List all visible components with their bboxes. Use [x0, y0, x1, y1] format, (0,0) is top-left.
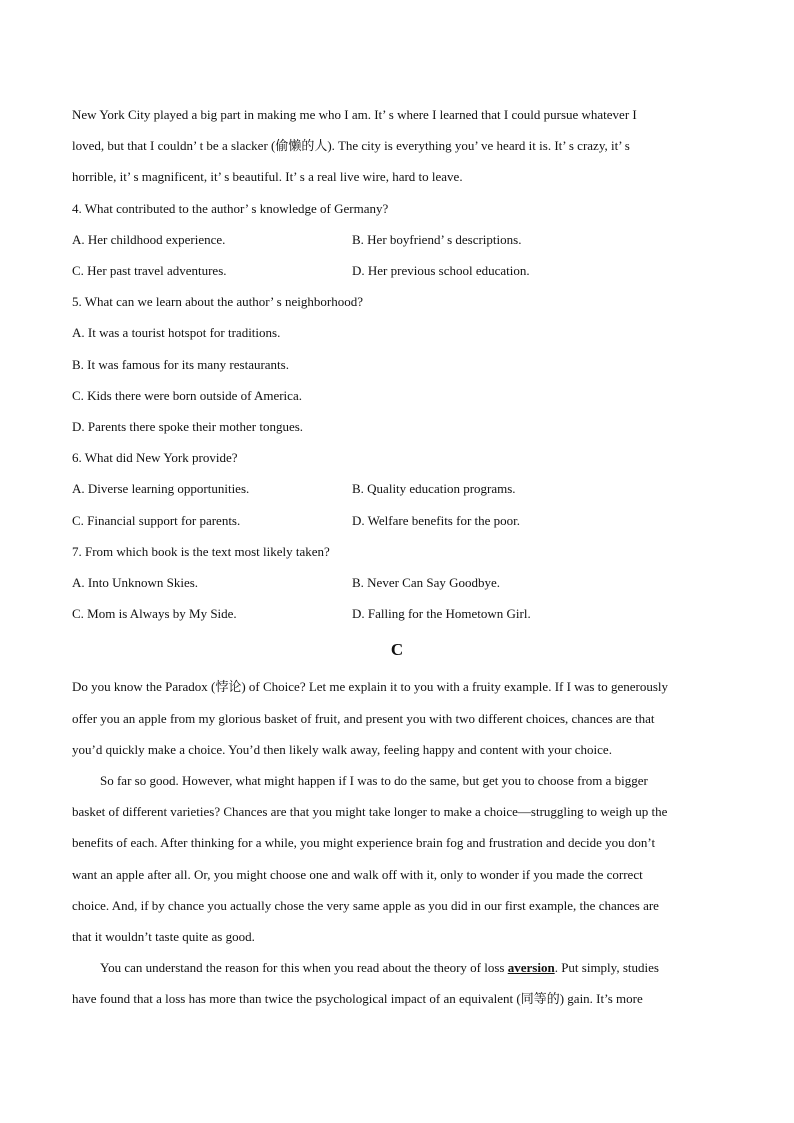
question-4-options-row-1 [72, 224, 722, 255]
question-5-stem: 5. What can we learn about the author’ s neighborhood? [72, 294, 363, 310]
question-7-option-c: C. Mom is Always by My Side. [72, 606, 237, 622]
section-c-para2-line: basket of different varieties? Chances are that you might take longer to make a choice—struggling to weigh up the [72, 804, 668, 820]
section-c-para2-line: benefits of each. After thinking for a while, you might experience brain fog and frustration and decide you don’t [72, 835, 656, 851]
question-7-options-row-2 [72, 598, 722, 629]
para3-text-after: . Put simply, studies [554, 960, 659, 976]
para3-text-before: You can understand the reason for this when you read about the theory of loss [100, 960, 508, 976]
question-4-option-d: D. Her previous school education. [352, 263, 530, 279]
question-7-stem: 7. From which book is the text most likely taken? [72, 543, 330, 559]
section-c-para2-line: So far so good. However, what might happen if I was to do the same, but get you to choose from a bigger [100, 773, 648, 789]
section-c-para3-line: have found that a loss has more than twice the psychological impact of an equivalent (同等的) gain. It’s more [72, 991, 643, 1007]
question-4-option-a: A. Her childhood experience. [72, 231, 226, 247]
section-c-para3-line [72, 952, 722, 983]
question-6-option-b: B. Quality education programs. [352, 481, 516, 497]
question-7-options-row-1 [72, 567, 722, 598]
question-5-option-a: A. It was a tourist hotspot for traditions. [72, 325, 281, 341]
question-4-stem: 4. What contributed to the author’ s knowledge of Germany? [72, 200, 389, 216]
keyword-aversion: aversion [507, 960, 555, 976]
question-5-option-d: D. Parents there spoke their mother tongues. [72, 419, 304, 435]
section-c-para2-line: choice. And, if by chance you actually chose the very same apple as you did in our first example, the chances are [72, 897, 659, 913]
question-4-option-b: B. Her boyfriend’ s descriptions. [352, 231, 522, 247]
section-c-para2-line: want an apple after all. Or, you might choose one and walk off with it, only to wonder if you made the correct [72, 866, 643, 882]
section-c-title: C [390, 640, 404, 660]
question-4-option-c: C. Her past travel adventures. [72, 263, 227, 279]
question-5-option-c: C. Kids there were born outside of America. [72, 387, 302, 403]
question-7-option-b: B. Never Can Say Goodbye. [352, 575, 501, 591]
question-7-option-d: D. Falling for the Hometown Girl. [352, 606, 531, 622]
question-6-option-d: D. Welfare benefits for the poor. [352, 512, 521, 528]
document-page [72, 99, 722, 1015]
section-c-para2-line: that it wouldn’t taste quite as good. [72, 929, 255, 945]
question-6-options-row-1 [72, 473, 722, 504]
passage-b-line: loved, but that I couldn’ t be a slacker (偷懒的人). The city is everything you’ ve heard it is. It’ s crazy, it’ s [72, 138, 630, 154]
section-c-para1-line: Do you know the Paradox (悖论) of Choice? Let me explain it to you with a fruity example. If I was to generously [72, 679, 669, 695]
question-6-stem: 6. What did New York provide? [72, 450, 238, 466]
question-6-option-c: C. Financial support for parents. [72, 512, 241, 528]
passage-b-line: New York City played a big part in making me who I am. It’ s where I learned that I could pursue whatever I [72, 107, 637, 122]
question-4-options-row-2 [72, 255, 722, 286]
section-c-para1-line: offer you an apple from my glorious basket of fruit, and present you with two different choices, chances are that [72, 710, 655, 726]
question-6-options-row-2 [72, 505, 722, 536]
question-7-option-a: A. Into Unknown Skies. [72, 575, 199, 591]
section-c-para1-line: you’d quickly make a choice. You’d then likely walk away, feeling happy and content with your choice. [72, 741, 612, 757]
question-6-option-a: A. Diverse learning opportunities. [72, 481, 250, 497]
question-5-option-b: B. It was famous for its many restaurants. [72, 356, 289, 372]
passage-b-line: horrible, it’ s magnificent, it’ s beautiful. It’ s a real live wire, hard to leave. [72, 169, 463, 185]
